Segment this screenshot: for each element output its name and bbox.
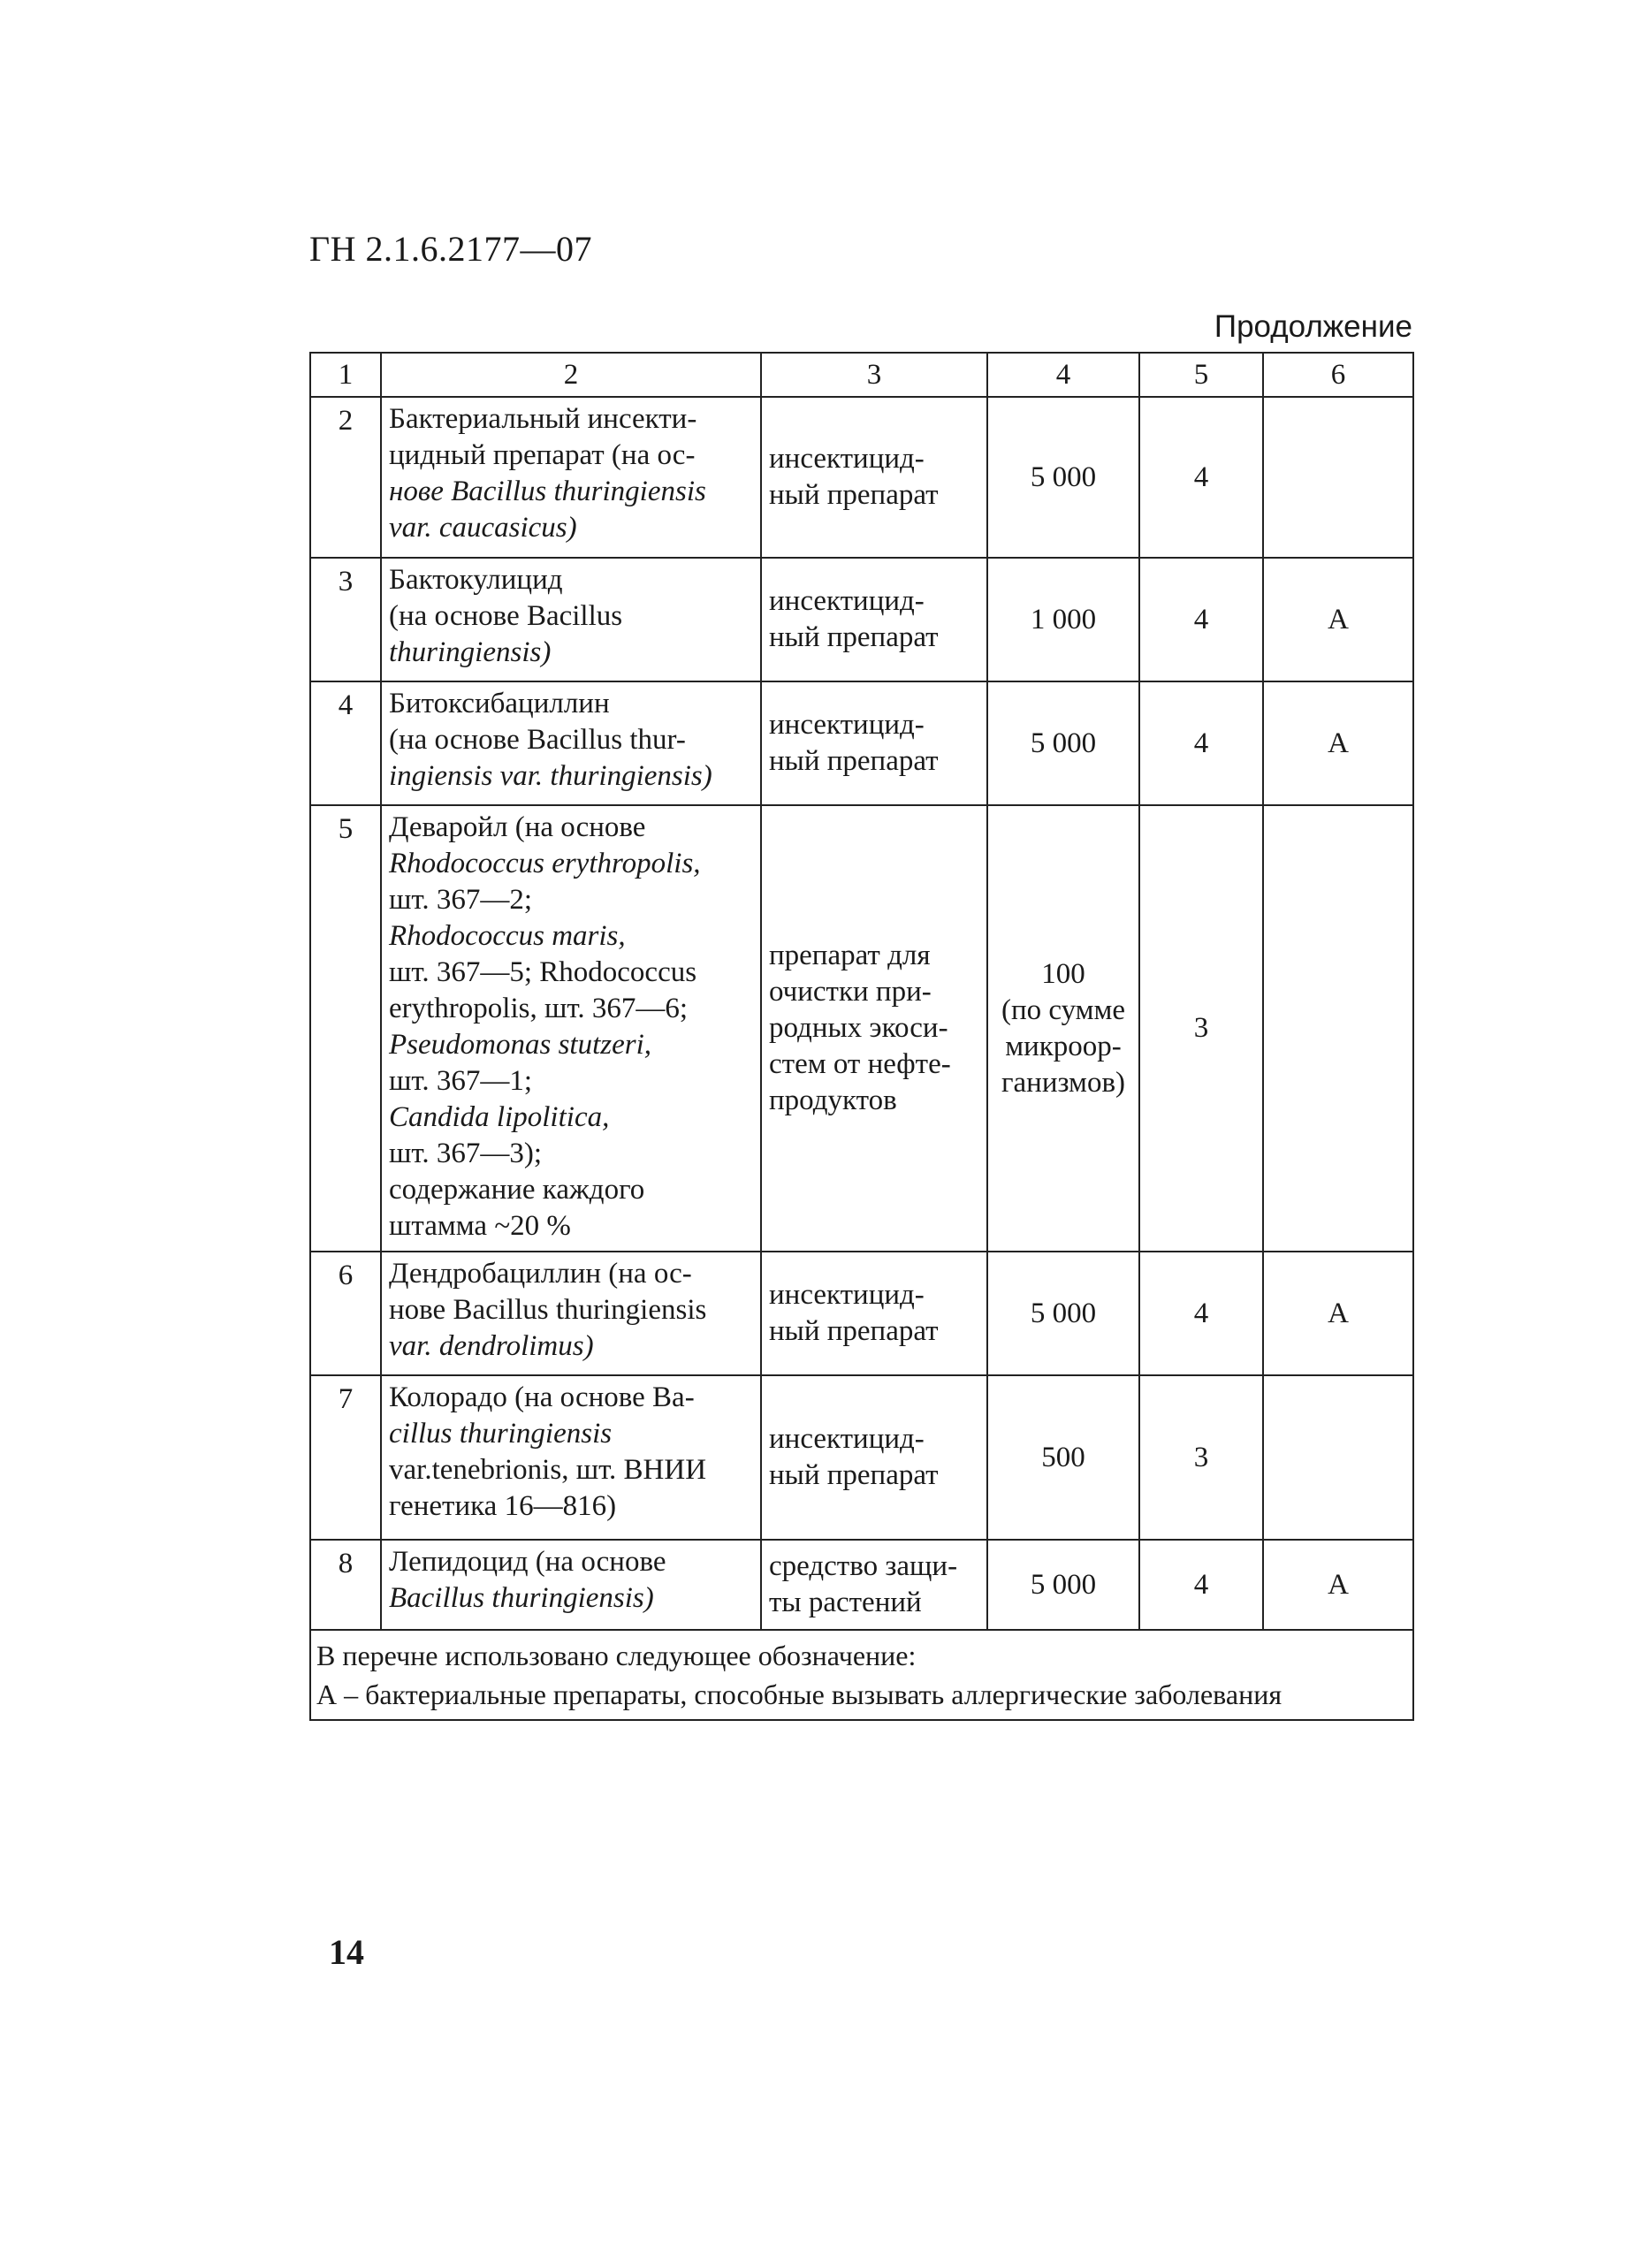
text-line: препарат для xyxy=(769,940,931,971)
value-cell xyxy=(987,805,1139,1252)
mark-cell xyxy=(1263,397,1413,558)
text-line: Бактокулицид xyxy=(389,564,563,596)
substance-name-cell xyxy=(381,1252,761,1375)
text-line: продуктов xyxy=(769,1085,897,1116)
hazard-class-cell: 4 xyxy=(1139,1540,1263,1630)
text-line: средство защи- xyxy=(769,1550,958,1582)
row-number-cell: 5 xyxy=(310,805,381,1252)
text-line: var.tenebrionis, шт. ВНИИ xyxy=(389,1454,707,1486)
text-line: var. caucasicus) xyxy=(389,512,577,544)
row-number-cell: 2 xyxy=(310,397,381,558)
text-line: 500 xyxy=(1041,1441,1085,1473)
text-line: очистки при- xyxy=(769,976,932,1008)
substance-name-cell xyxy=(381,681,761,805)
purpose-cell xyxy=(761,1252,987,1375)
text-line: ный препарат xyxy=(769,621,939,653)
row-number-cell: 7 xyxy=(310,1375,381,1540)
text-line: нове Bacillus thuringiensis xyxy=(389,476,706,507)
text-line: инсектицид- xyxy=(769,709,925,741)
value-cell xyxy=(987,1540,1139,1630)
value-cell xyxy=(987,1252,1139,1375)
text-line: генетика 16—816) xyxy=(389,1490,617,1522)
text-line: Rhodococcus maris, xyxy=(389,920,626,952)
text-line: Bacillus thuringiensis) xyxy=(389,1582,654,1614)
note-line: В перечне использовано следующее обозначение: xyxy=(316,1640,917,1671)
text-line: ты растений xyxy=(769,1587,922,1618)
mark-cell xyxy=(1263,1375,1413,1540)
table-row xyxy=(310,1540,1413,1630)
text-line: шт. 367—2; xyxy=(389,884,533,916)
substance-name-cell xyxy=(381,1375,761,1540)
column-number-cell: 4 xyxy=(987,353,1139,397)
text-line: ingiensis var. thuringiensis) xyxy=(389,760,712,792)
purpose-cell xyxy=(761,1540,987,1630)
text-line: Лепидоцид (на основе xyxy=(389,1546,666,1578)
text-line: (на основе Bacillus xyxy=(389,600,623,632)
column-number-cell: 1 xyxy=(310,353,381,397)
table-row xyxy=(310,805,1413,1252)
text-line: шт. 367—3); xyxy=(389,1138,543,1169)
hazard-class-cell: 4 xyxy=(1139,397,1263,558)
column-number-cell: 2 xyxy=(381,353,761,397)
substance-name-cell xyxy=(381,1540,761,1630)
table-row xyxy=(310,558,1413,681)
hazard-class-cell: 3 xyxy=(1139,805,1263,1252)
mark-cell: А xyxy=(1263,558,1413,681)
value-cell xyxy=(987,1375,1139,1540)
text-line: цидный препарат (на ос- xyxy=(389,439,696,471)
table-row xyxy=(310,681,1413,805)
text-line: Rhodococcus erythropolis, xyxy=(389,848,701,879)
text-line: микроор- xyxy=(1005,1030,1122,1062)
mark-cell: А xyxy=(1263,1252,1413,1375)
table-row xyxy=(310,1375,1413,1540)
note-line: А – бактериальные препараты, способные вызывать аллергические заболевания xyxy=(316,1678,1282,1710)
substances-table xyxy=(309,352,1414,1721)
mark-cell: А xyxy=(1263,681,1413,805)
column-number-cell: 3 xyxy=(761,353,987,397)
text-line: содержание каждого xyxy=(389,1174,645,1206)
purpose-cell xyxy=(761,1375,987,1540)
text-line: Дендробациллин (на ос- xyxy=(389,1258,692,1290)
mark-cell: А xyxy=(1263,1540,1413,1630)
document-code: ГН 2.1.6.2177—07 xyxy=(309,229,593,269)
value-cell xyxy=(987,681,1139,805)
text-line: ный препарат xyxy=(769,745,939,777)
text-line: инсектицид- xyxy=(769,1279,925,1311)
row-number-cell: 8 xyxy=(310,1540,381,1630)
text-line: thuringiensis) xyxy=(389,636,552,668)
text-line: ганизмов) xyxy=(1001,1066,1126,1099)
table-row xyxy=(310,397,1413,558)
text-line: инсектицид- xyxy=(769,443,925,475)
text-line: erythropolis, шт. 367—6; xyxy=(389,993,688,1024)
text-line: ный препарат xyxy=(769,479,939,511)
text-line: ный препарат xyxy=(769,1459,939,1491)
text-line: cillus thuringiensis xyxy=(389,1418,613,1450)
text-line: стем от нефте- xyxy=(769,1048,951,1080)
row-number-cell: 4 xyxy=(310,681,381,805)
text-line: нове Bacillus thuringiensis xyxy=(389,1294,707,1326)
text-line: 5 000 xyxy=(1030,1297,1097,1329)
hazard-class-cell: 4 xyxy=(1139,1252,1263,1375)
text-line: var. dendrolimus) xyxy=(389,1330,594,1362)
table-row xyxy=(310,1252,1413,1375)
text-line: Бактериальный инсекти- xyxy=(389,403,697,435)
value-cell xyxy=(987,558,1139,681)
value-cell xyxy=(987,397,1139,558)
hazard-class-cell: 4 xyxy=(1139,558,1263,681)
purpose-cell xyxy=(761,397,987,558)
column-number-cell: 6 xyxy=(1263,353,1413,397)
text-line: инсектицид- xyxy=(769,585,925,617)
hazard-class-cell: 4 xyxy=(1139,681,1263,805)
text-line: родных экоси- xyxy=(769,1012,948,1044)
purpose-cell xyxy=(761,805,987,1252)
text-line: Candida lipolitica, xyxy=(389,1101,610,1133)
text-line: 100 xyxy=(1041,957,1085,990)
text-line: Колорадо (на основе Ba- xyxy=(389,1381,695,1413)
text-line: шт. 367—1; xyxy=(389,1065,533,1097)
row-number-cell: 3 xyxy=(310,558,381,681)
substance-name-cell xyxy=(381,558,761,681)
text-line: (на основе Bacillus thur- xyxy=(389,724,686,756)
purpose-cell xyxy=(761,681,987,805)
text-line: шт. 367—5; Rhodococcus xyxy=(389,956,697,988)
column-number-row xyxy=(310,353,1413,397)
text-line: ный препарат xyxy=(769,1315,939,1347)
page-number: 14 xyxy=(329,1932,364,1972)
text-line: (по сумме xyxy=(1001,993,1126,1026)
substance-name-cell xyxy=(381,397,761,558)
text-line: Деваройл (на основе xyxy=(389,811,646,843)
text-line: 5 000 xyxy=(1030,1568,1097,1601)
purpose-cell xyxy=(761,558,987,681)
row-number-cell: 6 xyxy=(310,1252,381,1375)
note-row xyxy=(310,1630,1413,1720)
text-line: инсектицид- xyxy=(769,1423,925,1455)
text-line: 5 000 xyxy=(1030,460,1097,493)
text-line: 5 000 xyxy=(1030,727,1097,759)
substance-name-cell xyxy=(381,805,761,1252)
text-line: Битоксибациллин xyxy=(389,688,610,719)
hazard-class-cell: 3 xyxy=(1139,1375,1263,1540)
text-line: 1 000 xyxy=(1030,603,1097,635)
text-line: штамма ~20 % xyxy=(389,1210,571,1242)
column-number-cell: 5 xyxy=(1139,353,1263,397)
text-line: Pseudomonas stutzeri, xyxy=(389,1029,651,1061)
note-cell xyxy=(310,1630,1413,1720)
mark-cell xyxy=(1263,805,1413,1252)
continuation-label: Продолжение xyxy=(1214,309,1412,344)
